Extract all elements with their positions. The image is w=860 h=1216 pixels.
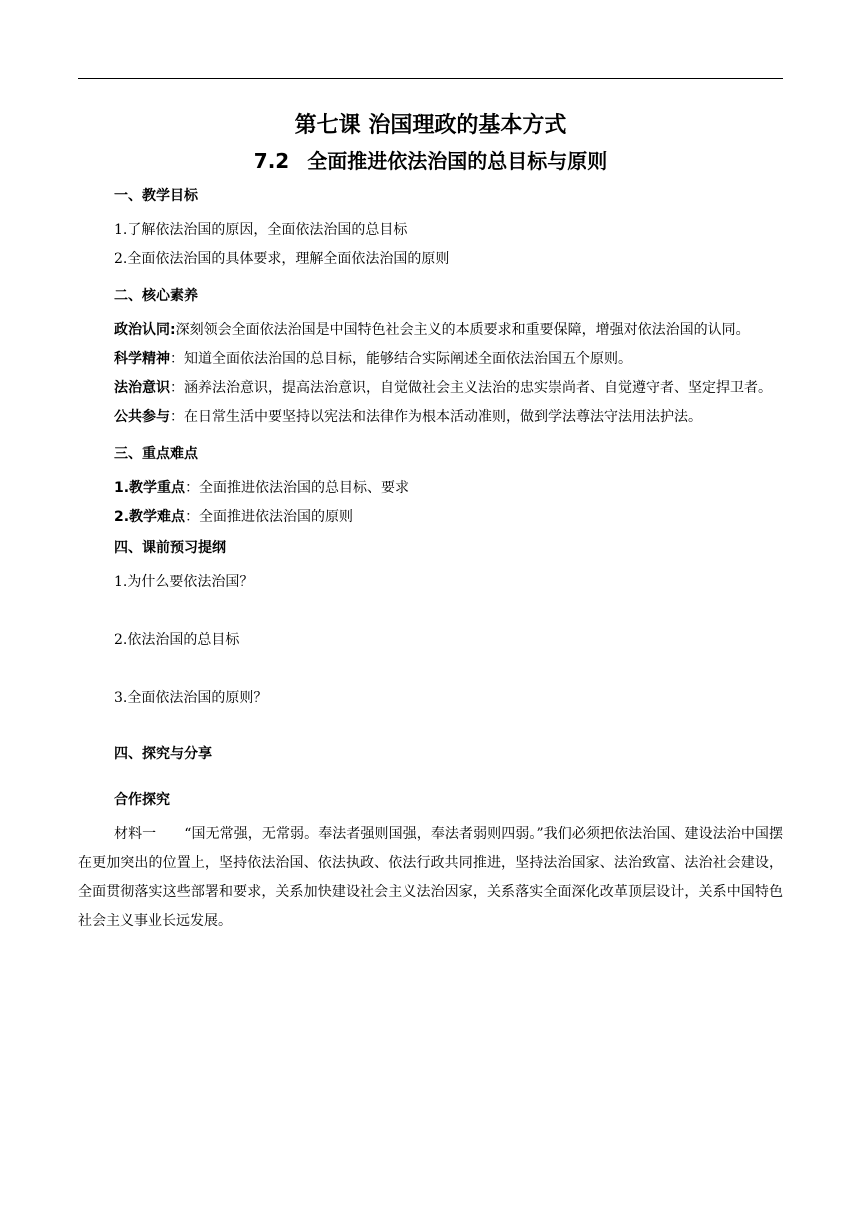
- section-heading-goals: 一、教学目标: [114, 188, 198, 204]
- material-paragraph: [78, 820, 783, 936]
- keypoint-item: [78, 503, 783, 532]
- header-rule: [78, 78, 783, 79]
- section-heading-literacy: 二、核心素养: [114, 288, 198, 304]
- preview-item: 1.为什么要依法治国？: [114, 574, 254, 590]
- literacy-label: 政治认同:: [114, 322, 176, 338]
- literacy-label: 法治意识: [114, 380, 170, 396]
- literacy-label: 公共参与: [114, 409, 170, 425]
- literacy-text: ：涵养法治意识，提高法治意识，自觉做社会主义法治的忠实崇尚者、自觉遵守者、坚定捍卫者。: [170, 380, 772, 396]
- keypoint-label: 1.教学重点: [114, 480, 186, 496]
- goal-item: 2.全面依法治国的具体要求，理解全面依法治国的原则: [114, 251, 450, 267]
- subtitle-number: 7.2: [253, 149, 290, 173]
- literacy-item: [78, 374, 783, 403]
- document-body: [78, 108, 783, 936]
- explore-subheading: 合作探究: [114, 792, 170, 808]
- preview-item: 3.全面依法治国的原则？: [114, 690, 268, 706]
- literacy-text: ：在日常生活中要坚持以宪法和法律作为根本活动准则，做到学法尊法守法用法护法。: [170, 409, 702, 425]
- literacy-item: [78, 345, 783, 374]
- goal-item: 1.了解依法治国的原因，全面依法治国的总目标: [114, 222, 408, 238]
- material-text: “国无常强，无常弱。奉法者强则国强，奉法者弱则四弱。”我们必须把依法治国、建设法治中国摆在更加突出的位置上，坚持依法治国、依法执政、依法行政共同推进，坚持法治国家、法治致富、法治社会建设，全面贯彻落实这些部署和要求，关系加快建设社会主义法治因家，关系落实全面深化改革顶层设计，关系中国特色社会主义事业长远发展。: [78, 826, 784, 929]
- literacy-label: 科学精神: [114, 351, 170, 367]
- literacy-item: [78, 316, 783, 345]
- literacy-text: 深刻领会全面依法治国是中国特色社会主义的本质要求和重要保障，增强对依法治国的认同。: [175, 322, 750, 338]
- keypoint-item: [78, 474, 783, 503]
- page-subtitle: [78, 144, 783, 178]
- subtitle-text: 全面推进依法治国的总目标与原则: [307, 149, 608, 173]
- material-label: 材料一: [114, 826, 157, 842]
- preview-item: 2.依法治国的总目标: [114, 632, 240, 648]
- page-title: 第七课 治国理政的基本方式: [294, 113, 567, 138]
- keypoint-text: ：全面推进依法治国的总目标、要求: [185, 480, 410, 496]
- section-heading-keypoints: 三、重点难点: [114, 446, 198, 462]
- section-heading-explore: 四、探究与分享: [114, 746, 212, 762]
- keypoint-label: 2.教学难点: [114, 509, 186, 525]
- literacy-item: [78, 403, 783, 432]
- section-heading-preview: 四、课前预习提纲: [114, 540, 226, 556]
- literacy-text: ：知道全面依法治国的总目标，能够结合实际阐述全面依法治国五个原则。: [170, 351, 632, 367]
- keypoint-text: ：全面推进依法治国的原则: [185, 509, 354, 525]
